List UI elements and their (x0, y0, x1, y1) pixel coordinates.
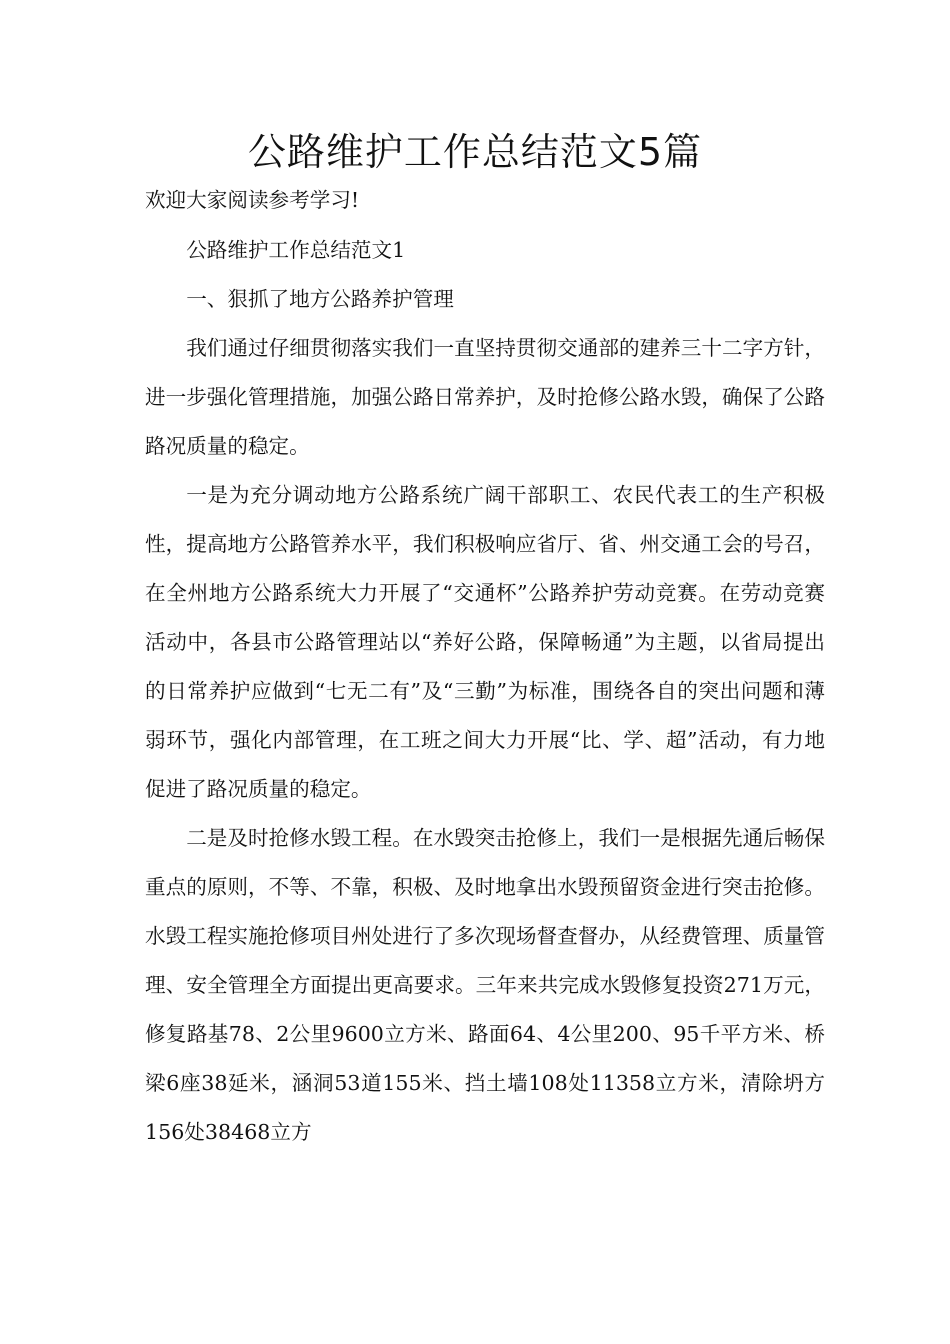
document-title: 公路维护工作总结范文5篇 (247, 130, 703, 174)
greeting-line: 欢迎大家阅读参考学习! (145, 188, 360, 212)
paragraph-1: 我们通过仔细贯彻落实我们一直坚持贯彻交通部的建养三十二字方针，进一步强化管理措施，加强公路日常养护，及时抢修公路水毁，确保了公路路况质量的稳定。 (145, 336, 825, 458)
section-title: 公路维护工作总结范文1 (186, 238, 406, 262)
heading-1: 一、狠抓了地方公路养护管理 (186, 287, 454, 311)
paragraph-3: 二是及时抢修水毁工程。在水毁突击抢修上，我们一是根据先通后畅保重点的原则，不等、不靠，积极、及时地拿出水毁预留资金进行突击抢修。水毁工程实施抢修项目州处进行了多次现场督查督办，从经费管理、质量管理、安全管理全方面提出更高要求。三年来共完成水毁修复投资271万元，修复路基78、2公里9600立方米、路面64、4公里200、95千平方米、桥梁6座38延米，涵洞53道155米、挡土墙108处11358立方米，清除坍方156处38468立方 (145, 826, 825, 1144)
paragraph-2: 一是为充分调动地方公路系统广阔干部职工、农民代表工的生产积极性，提高地方公路管养水平，我们积极响应省厅、省、州交通工会的号召，在全州地方公路系统大力开展了“交通杯”公路养护劳动竞赛。在劳动竞赛活动中，各县市公路管理站以“养好公路，保障畅通”为主题，以省局提出的日常养护应做到“七无二有”及“三勤”为标准，围绕各自的突出问题和薄弱环节，强化内部管理，在工班之间大力开展“比、学、超”活动，有力地促进了路况质量的稳定。 (145, 483, 825, 801)
document-body (145, 176, 825, 1157)
